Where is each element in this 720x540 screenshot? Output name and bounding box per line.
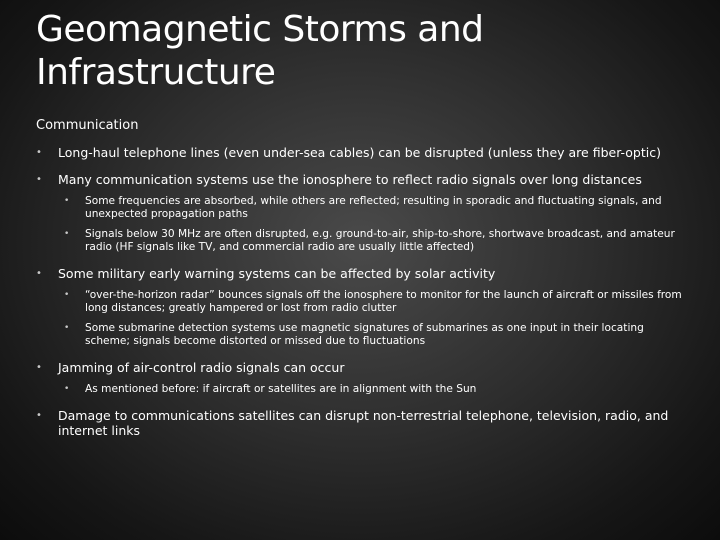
bullet-item-2: [36, 172, 686, 254]
bullet-icon: •: [36, 410, 42, 421]
bullet-text: Some military early warning systems can be affected by solar activity: [58, 266, 496, 281]
sub-bullet-item: [58, 195, 686, 221]
bullet-icon: •: [64, 384, 70, 394]
bullet-icon: •: [36, 268, 42, 279]
sub-bullet-item: [58, 322, 686, 348]
sub-bullet-list: [58, 289, 686, 348]
bullet-icon: •: [64, 323, 70, 333]
slide-title: Geomagnetic Storms and Infrastructure: [36, 9, 484, 93]
sub-bullet-item: [58, 228, 686, 254]
bullet-text: Many communication systems use the ionosphere to reflect radio signals over long distances: [58, 172, 642, 187]
bullet-icon: •: [64, 229, 70, 239]
sub-bullet-item: [58, 289, 686, 315]
bullet-item-1: [36, 145, 686, 160]
bullet-text: Jamming of air-control radio signals can occur: [58, 360, 345, 375]
bullet-icon: •: [64, 290, 70, 300]
sub-bullet-text: Signals below 30 MHz are often disrupted, e.g. ground-to-air, ship-to-shore, shortwave broadcast, and amateur radio (HF signals like TV, and commercial radio are usually little affected): [85, 228, 675, 253]
bullet-icon: •: [36, 362, 42, 373]
sub-bullet-list: [58, 383, 686, 396]
bullet-text: Long-haul telephone lines (even under-sea cables) can be disrupted (unless they are fiber-optic): [58, 145, 661, 160]
bullet-item-5: [36, 408, 686, 438]
bullet-list: [36, 145, 686, 438]
bullet-item-3: [36, 266, 686, 348]
bullet-icon: •: [36, 174, 42, 185]
bullet-text: Damage to communications satellites can disrupt non-terrestrial telephone, television, radio, and internet links: [58, 408, 669, 438]
bullet-icon: •: [36, 147, 42, 158]
bullet-item-4: [36, 360, 686, 396]
sub-bullet-list: [58, 195, 686, 254]
bullet-icon: •: [64, 196, 70, 206]
sub-bullet-text: Some frequencies are absorbed, while others are reflected; resulting in sporadic and fluctuating signals, and unexpected propagation paths: [85, 195, 662, 220]
sub-bullet-text: “over-the-horizon radar” bounces signals off the ionosphere to monitor for the launch of aircraft or missiles from long distances; greatly hampered or lost from radio clutter: [85, 289, 682, 314]
sub-bullet-text: As mentioned before: if aircraft or satellites are in alignment with the Sun: [85, 383, 477, 395]
sub-bullet-text: Some submarine detection systems use magnetic signatures of submarines as one input in their locating scheme; signals become distorted or missed due to fluctuations: [85, 322, 644, 347]
sub-bullet-item: [58, 383, 686, 396]
section-label: Communication: [36, 118, 139, 133]
slide-content: [36, 117, 686, 450]
